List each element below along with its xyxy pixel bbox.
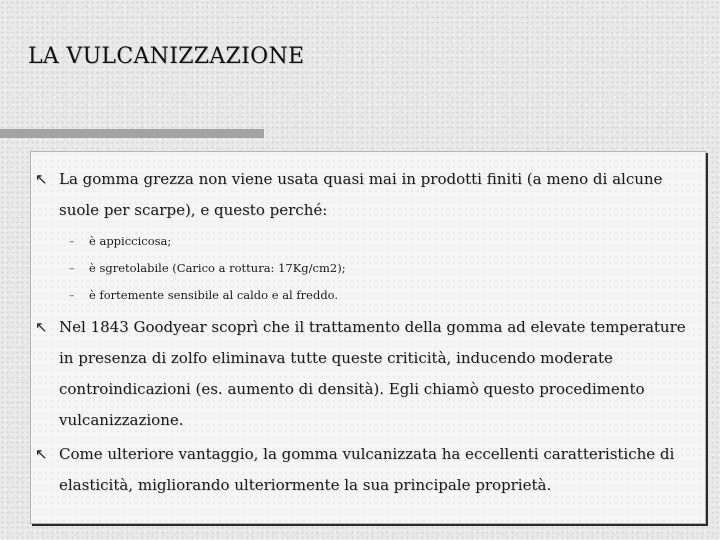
sub-item	[59, 228, 693, 255]
slide-title: LA VULCANIZZAZIONE	[28, 44, 305, 69]
sub-item-text: è appiccicosa;	[89, 234, 172, 248]
dash-icon: –	[69, 289, 75, 302]
sub-item-text: è fortemente sensibile al caldo e al freddo.	[89, 288, 339, 302]
bullet-item	[35, 312, 693, 436]
bullet-item	[35, 439, 693, 501]
hook-arrow-icon: ↖	[35, 445, 48, 463]
hook-arrow-icon: ↖	[35, 170, 48, 188]
bullet-item	[35, 164, 693, 309]
sub-item	[59, 255, 693, 282]
dash-icon: –	[69, 235, 75, 248]
bullet-text: Nel 1843 Goodyear scoprì che il trattamento della gomma ad elevate temperature in presenza di zolfo eliminava tutte queste criticità, inducendo moderate controindicazioni (es. aumento di densità). Egli chiamò questo procedimento vulcanizzazione.	[59, 318, 686, 429]
hook-arrow-icon: ↖	[35, 318, 48, 336]
bullet-list	[35, 164, 693, 504]
bullet-text: Come ulteriore vantaggio, la gomma vulcanizzata ha eccellenti caratteristiche di elasticità, migliorando ulteriormente la sua principale proprietà.	[59, 445, 675, 494]
sub-item	[59, 282, 693, 309]
sub-list	[59, 228, 693, 309]
dash-icon: –	[69, 262, 75, 275]
title-underline-bar	[0, 129, 264, 138]
sub-item-text: è sgretolabile (Carico a rottura: 17Kg/cm2);	[89, 261, 346, 275]
bullet-text: La gomma grezza non viene usata quasi mai in prodotti finiti (a meno di alcune suole per scarpe), e questo perché:	[59, 170, 663, 219]
content-box	[30, 151, 706, 524]
